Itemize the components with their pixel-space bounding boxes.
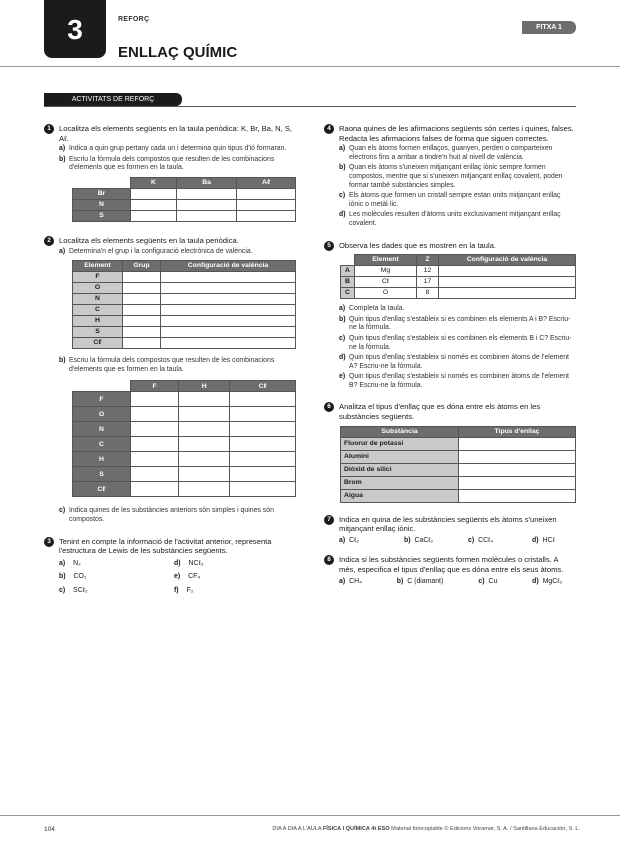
subquestion-text: Escriu la fórmula dels compostos que resulten de les combinacions d'elements que es formen en la taula. bbox=[69, 357, 275, 373]
subquestion-d: d) Quin tipus d'enllaç s'estableix si només es combinen àtoms de l'element A? Escriu-ne la fórmula. bbox=[339, 354, 569, 370]
question-8 bbox=[324, 555, 576, 574]
formula: HCℓ bbox=[542, 536, 555, 544]
question-text: Observa les dades que es mostren en la taula. bbox=[339, 240, 497, 250]
column-header: Z bbox=[417, 255, 439, 266]
table-header-row bbox=[73, 261, 296, 272]
table-row bbox=[341, 288, 576, 299]
option-item bbox=[532, 577, 576, 587]
substance-cell: Diòxid de silici bbox=[341, 463, 459, 476]
option-item bbox=[339, 577, 397, 587]
item-letter: a) bbox=[59, 559, 66, 567]
subquestion-text: Completa la taula. bbox=[349, 305, 405, 313]
q5-table bbox=[340, 254, 576, 299]
answer-cell bbox=[179, 482, 230, 497]
answer-cell bbox=[131, 210, 177, 221]
formula: C (diamant) bbox=[407, 577, 444, 585]
option-item bbox=[339, 536, 404, 546]
answer-cell bbox=[459, 489, 576, 502]
row-header: C bbox=[73, 437, 131, 452]
answer-cell bbox=[230, 407, 296, 422]
column-header: Configuració de valència bbox=[161, 261, 296, 272]
subquestion-a: a) Indica a quin grup pertany cada un i determina quin tipus d'ió formaran. bbox=[59, 145, 287, 153]
question-2 bbox=[44, 236, 296, 246]
substance-cell: Brom bbox=[341, 476, 459, 489]
element-cell: O bbox=[73, 283, 123, 294]
option-item bbox=[532, 536, 572, 546]
q1-table bbox=[72, 177, 296, 222]
answer-cell bbox=[459, 463, 576, 476]
answer-cell bbox=[439, 288, 576, 299]
answer-cell bbox=[123, 283, 161, 294]
subquestion-d: d) Les molècules resulten d'àtoms units exclusivament mitjançant enllaç covalent. bbox=[339, 211, 561, 227]
option-item bbox=[478, 577, 532, 587]
column-header: Element bbox=[355, 255, 417, 266]
formula-item bbox=[59, 572, 174, 582]
answer-cell bbox=[237, 188, 296, 199]
table-row bbox=[73, 210, 296, 221]
unit-number: 3 bbox=[67, 14, 83, 45]
column-header: Cℓ bbox=[230, 381, 296, 392]
table-header-row bbox=[73, 177, 296, 188]
answer-cell bbox=[123, 272, 161, 283]
question-number: 8 bbox=[324, 555, 334, 565]
formula: Cℓ₂ bbox=[349, 536, 360, 544]
q2-compounds-table bbox=[72, 380, 296, 497]
question-3 bbox=[44, 537, 296, 556]
formula: F₂ bbox=[186, 586, 194, 594]
q7-options bbox=[324, 536, 576, 546]
formula: SCℓ₂ bbox=[73, 586, 88, 594]
q8-options bbox=[324, 577, 576, 587]
item-letter: c) bbox=[468, 536, 475, 544]
answer-cell bbox=[439, 266, 576, 277]
item-letter: a) bbox=[339, 577, 346, 585]
atomic-number-cell: 12 bbox=[417, 266, 439, 277]
table-row bbox=[73, 392, 296, 407]
substance-cell: Alumini bbox=[341, 450, 459, 463]
subquestion-text: Quin tipus d'enllaç s'estableix si es combinen els elements A i B? Escriu-ne la fórmula. bbox=[349, 315, 571, 332]
subquestion-text: Determina'n el grup i la configuració electrònica de valència. bbox=[69, 247, 253, 255]
subquestion-c: c) Quin tipus d'enllaç s'estableix si es combinen els elements B i C? Escriu-ne la fórmula. bbox=[339, 334, 572, 351]
table-row bbox=[73, 452, 296, 467]
row-header: Br bbox=[73, 188, 131, 199]
answer-cell bbox=[179, 407, 230, 422]
formula: CCℓ₄ bbox=[478, 536, 494, 544]
footer-copyright: Material fotocopiable © Edicions Voramar, S. A. / Santillana Educación, S. L. bbox=[391, 826, 580, 832]
row-id: C bbox=[341, 288, 355, 299]
item-letter: e) bbox=[174, 573, 181, 581]
question-text: Raona quines de les afirmacions següents són certes i quines, falses. Redacta les afirmacions falses de forma que siguen correctes. bbox=[339, 124, 574, 143]
column-header: Aℓ bbox=[237, 177, 296, 188]
table-header-row bbox=[73, 381, 296, 392]
q3-items bbox=[44, 559, 296, 596]
subquestion-text: Els àtoms que formen un cristall sempre estan units mitjançant enllaç iònic o metàl·lic. bbox=[349, 192, 561, 208]
formula-item bbox=[59, 586, 174, 596]
question-1 bbox=[44, 124, 296, 143]
subquestion-b: b) Quan els àtoms s'uneixen mitjançant enllaç iònic sempre formen compostos, mentre que si s'uneixen mitjançant enllaç covalent, poden formar també substàncies simples. bbox=[339, 164, 563, 189]
answer-cell bbox=[237, 199, 296, 210]
formula: NCℓ₃ bbox=[188, 559, 204, 567]
item-letter: a) bbox=[339, 536, 346, 544]
footer-series: DIA A DIA A L'AULA bbox=[272, 826, 322, 832]
table-row bbox=[73, 283, 296, 294]
answer-cell bbox=[161, 327, 296, 338]
question-number: 7 bbox=[324, 515, 334, 525]
table-row bbox=[73, 272, 296, 283]
answer-cell bbox=[161, 316, 296, 327]
subquestion-b: b) Escriu la fórmula dels compostos que resulten de les combinacions d'elements que es formen en la taula. bbox=[59, 155, 275, 172]
answer-cell bbox=[131, 452, 179, 467]
table-row bbox=[341, 463, 576, 476]
unit-number-block bbox=[44, 0, 106, 58]
column-header: Tipus d'enllaç bbox=[459, 426, 576, 437]
item-letter: d) bbox=[532, 577, 539, 585]
column-header: F bbox=[131, 381, 179, 392]
answer-cell bbox=[179, 467, 230, 482]
header-label: REFORÇ bbox=[118, 16, 150, 23]
element-cell: S bbox=[73, 327, 123, 338]
formula: MgCℓ₂ bbox=[542, 577, 563, 585]
table-row bbox=[73, 422, 296, 437]
table-header-row bbox=[341, 426, 576, 437]
question-number: 2 bbox=[44, 236, 54, 246]
formula-item bbox=[174, 586, 289, 596]
subquestion-text: Quin tipus d'enllaç s'estableix si només es combinen àtoms de l'element A? Escriu-ne la fórmula. bbox=[349, 354, 569, 370]
table-corner bbox=[73, 177, 131, 188]
formula-item bbox=[174, 559, 289, 569]
option-item bbox=[468, 536, 532, 546]
formula: CaCℓ₂ bbox=[414, 536, 434, 544]
answer-cell bbox=[123, 338, 161, 349]
formula: N₂ bbox=[73, 559, 81, 567]
subquestion-b: b) Quin tipus d'enllaç s'estableix si es combinen els elements A i B? Escriu-ne la fórmula. bbox=[339, 315, 571, 332]
column-header: Ba bbox=[176, 177, 236, 188]
item-letter: d) bbox=[174, 559, 181, 567]
element-cell: H bbox=[73, 316, 123, 327]
question-number: 5 bbox=[324, 241, 334, 251]
row-header: N bbox=[73, 422, 131, 437]
answer-cell bbox=[176, 210, 236, 221]
row-header: O bbox=[73, 407, 131, 422]
question-text: Localitza els elements següents en la taula periòdica: K, Br, Ba, N, S, Aℓ. bbox=[59, 124, 293, 143]
question-7 bbox=[324, 515, 576, 534]
answer-cell bbox=[131, 422, 179, 437]
table-row bbox=[73, 437, 296, 452]
column-header: Substància bbox=[341, 426, 459, 437]
question-number: 6 bbox=[324, 402, 334, 412]
subquestion-text: Indica quines de les substàncies anteriors són simples i quines són compostos. bbox=[69, 507, 274, 523]
table-row bbox=[73, 188, 296, 199]
table-row bbox=[73, 467, 296, 482]
item-letter: b) bbox=[396, 577, 404, 585]
answer-cell bbox=[131, 467, 179, 482]
left-column bbox=[44, 124, 296, 596]
atomic-number-cell: 8 bbox=[417, 288, 439, 299]
column-header: K bbox=[131, 177, 177, 188]
table-row bbox=[73, 199, 296, 210]
element-cell: Cℓ bbox=[73, 338, 123, 349]
subquestion-a: a) Completa la taula. bbox=[339, 305, 405, 313]
answer-cell bbox=[230, 437, 296, 452]
subquestion-c: c) Indica quines de les substàncies anteriors són simples i quines són compostos. bbox=[59, 507, 274, 523]
formula: CH₄ bbox=[349, 577, 362, 585]
answer-cell bbox=[161, 338, 296, 349]
answer-cell bbox=[179, 422, 230, 437]
section-tab: ACTIVITATS DE REFORÇ bbox=[44, 93, 182, 106]
option-item bbox=[404, 536, 468, 546]
table-corner bbox=[341, 255, 355, 266]
answer-cell bbox=[459, 476, 576, 489]
answer-cell bbox=[123, 316, 161, 327]
question-4 bbox=[324, 124, 576, 143]
option-item bbox=[397, 577, 479, 587]
table-row bbox=[73, 407, 296, 422]
table-row bbox=[73, 294, 296, 305]
question-number: 4 bbox=[324, 124, 334, 134]
answer-cell bbox=[230, 452, 296, 467]
element-cell: O bbox=[355, 288, 417, 299]
column-header: Grup bbox=[123, 261, 161, 272]
answer-cell bbox=[123, 294, 161, 305]
answer-cell bbox=[179, 437, 230, 452]
row-header: S bbox=[73, 210, 131, 221]
substance-cell: Aigua bbox=[341, 489, 459, 502]
table-row bbox=[73, 316, 296, 327]
question-text: Localitza els elements següents en la taula periòdica. bbox=[59, 235, 239, 245]
subquestion-text: Escriu la fórmula dels compostos que resulten de les combinacions d'elements que es formen en la taula. bbox=[69, 155, 275, 172]
answer-cell bbox=[131, 482, 179, 497]
footer-credits bbox=[180, 826, 580, 832]
question-number: 1 bbox=[44, 124, 54, 134]
column-header: Configuració de valència bbox=[439, 255, 576, 266]
table-row bbox=[73, 338, 296, 349]
element-cell: Mg bbox=[355, 266, 417, 277]
question-5 bbox=[324, 241, 576, 251]
element-cell: N bbox=[73, 294, 123, 305]
answer-cell bbox=[459, 450, 576, 463]
answer-cell bbox=[179, 452, 230, 467]
page-title: ENLLAÇ QUÍMIC bbox=[118, 44, 238, 61]
item-letter: f) bbox=[174, 586, 179, 594]
table-row bbox=[73, 305, 296, 316]
table-row bbox=[73, 327, 296, 338]
column-header: Element bbox=[73, 261, 123, 272]
answer-cell bbox=[230, 392, 296, 407]
answer-cell bbox=[131, 199, 177, 210]
q6-table bbox=[340, 426, 576, 503]
subquestion-a: a) Determina'n el grup i la configuració electrònica de valència. bbox=[59, 247, 253, 255]
atomic-number-cell: 17 bbox=[417, 277, 439, 288]
question-text: Analitza el tipus d'enllaç que es dóna entre els àtoms en les substàncies següents. bbox=[339, 402, 541, 422]
element-cell: F bbox=[73, 272, 123, 283]
answer-cell bbox=[230, 422, 296, 437]
item-letter: b) bbox=[404, 536, 411, 544]
answer-cell bbox=[237, 210, 296, 221]
row-header: F bbox=[73, 392, 131, 407]
answer-cell bbox=[131, 437, 179, 452]
answer-cell bbox=[176, 188, 236, 199]
subquestion-text: Quan els àtoms formen enllaços, guanyen, perden o comparteixen electrons fins a arribar a tindre'n huit al nivell de valència. bbox=[349, 145, 553, 161]
subquestion-text: Les molècules resulten d'àtoms units exclusivament mitjançant enllaç covalent. bbox=[349, 211, 561, 227]
substance-cell: Fluorur de potassi bbox=[341, 437, 459, 450]
formula: CF₄ bbox=[188, 573, 201, 581]
section-divider bbox=[44, 106, 576, 107]
answer-cell bbox=[161, 294, 296, 305]
item-letter: b) bbox=[59, 573, 66, 581]
table-corner bbox=[73, 381, 131, 392]
table-row bbox=[341, 437, 576, 450]
item-letter: d) bbox=[532, 536, 539, 544]
question-text: Tenint en compte la informació de l'activitat anterior, representa l'estructura de Lewis de les substàncies següents. bbox=[59, 536, 272, 556]
answer-cell bbox=[161, 272, 296, 283]
subquestion-b: b) Escriu la fórmula dels compostos que resulten de les combinacions d'elements que es formen en la taula. bbox=[59, 357, 275, 373]
subquestion-text: Indica a quin grup pertany cada un i determina quin tipus d'ió formaran. bbox=[69, 145, 287, 153]
item-letter: c) bbox=[59, 586, 66, 594]
row-id: A bbox=[341, 266, 355, 277]
footer-divider bbox=[0, 815, 620, 816]
table-row bbox=[341, 476, 576, 489]
header-divider bbox=[0, 66, 620, 67]
table-row bbox=[341, 277, 576, 288]
row-header: S bbox=[73, 467, 131, 482]
answer-cell bbox=[131, 407, 179, 422]
table-header-row bbox=[341, 255, 576, 266]
row-id: B bbox=[341, 277, 355, 288]
answer-cell bbox=[459, 437, 576, 450]
question-number: 3 bbox=[44, 537, 54, 547]
subquestion-text: Quin tipus d'enllaç s'estableix si només es combinen àtoms de l'element B? Escriu-ne la fórmula. bbox=[349, 373, 569, 389]
question-6 bbox=[324, 402, 576, 421]
answer-cell bbox=[179, 392, 230, 407]
page-number: 104 bbox=[44, 826, 55, 833]
subquestion-e: e) Quin tipus d'enllaç s'estableix si només es combinen àtoms de l'element B? Escriu-ne la fórmula. bbox=[339, 373, 569, 389]
element-cell: Cℓ bbox=[355, 277, 417, 288]
formula-item bbox=[174, 572, 289, 582]
subquestion-text: Quan els àtoms s'uneixen mitjançant enllaç iònic sempre formen compostos, mentre que si s'uneixen mitjançant enllaç covalent, poden formar també substàncies simples. bbox=[349, 164, 563, 189]
column-header: H bbox=[179, 381, 230, 392]
answer-cell bbox=[131, 392, 179, 407]
answer-cell bbox=[439, 277, 576, 288]
subquestion-c: c) Els àtoms que formen un cristall sempre estan units mitjançant enllaç iònic o metàl·lic. bbox=[339, 192, 561, 208]
question-text: Indica en quina de les substàncies següents els àtoms s'uneixen mitjançant enllaç iònic. bbox=[339, 514, 557, 534]
table-row bbox=[73, 482, 296, 497]
table-row bbox=[341, 266, 576, 277]
row-header: N bbox=[73, 199, 131, 210]
subquestion-a: a) Quan els àtoms formen enllaços, guanyen, perden o comparteixen electrons fins a arribar a tindre'n huit al nivell de valència. bbox=[339, 145, 553, 161]
formula: Cu bbox=[488, 577, 498, 585]
question-text: Indica si les substàncies següents formen molècules o cristalls. A més, especifica el tipus d'enllaç que es dóna entre els seus àtoms. bbox=[339, 555, 564, 575]
answer-cell bbox=[131, 188, 177, 199]
item-letter: c) bbox=[478, 577, 485, 585]
q2-config-table bbox=[72, 260, 296, 349]
answer-cell bbox=[176, 199, 236, 210]
answer-cell bbox=[123, 305, 161, 316]
fitxa-badge: FITXA 1 bbox=[522, 21, 576, 34]
answer-cell bbox=[161, 305, 296, 316]
answer-cell bbox=[230, 482, 296, 497]
subquestion-text: Quin tipus d'enllaç s'estableix si es combinen els elements B i C? Escriu-ne la fórmula. bbox=[349, 334, 572, 351]
footer-course: FÍSICA I QUÍMICA 4t ESO bbox=[322, 826, 390, 832]
answer-cell bbox=[230, 467, 296, 482]
answer-cell bbox=[161, 283, 296, 294]
answer-cell bbox=[123, 327, 161, 338]
right-column bbox=[324, 124, 576, 586]
table-row bbox=[341, 450, 576, 463]
element-cell: C bbox=[73, 305, 123, 316]
row-header: Cℓ bbox=[73, 482, 131, 497]
table-row bbox=[341, 489, 576, 502]
row-header: H bbox=[73, 452, 131, 467]
formula: CO₂ bbox=[73, 573, 87, 581]
formula-item bbox=[59, 559, 174, 569]
